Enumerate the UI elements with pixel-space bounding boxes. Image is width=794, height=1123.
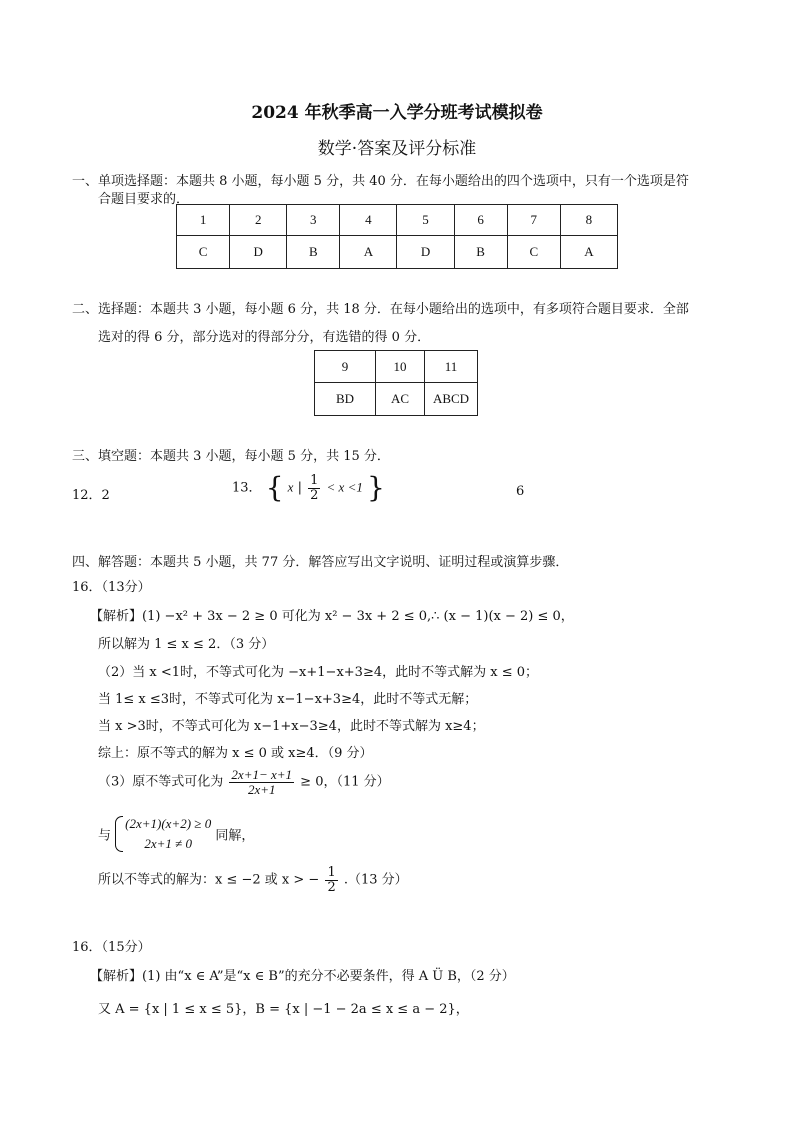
solution-line-9 (98, 866, 408, 894)
document-subtitle: 数学·答案及评分标准 (317, 139, 477, 159)
table-answer-cell: D (230, 236, 287, 269)
table-header-cell: 9 (315, 351, 376, 383)
solution-line-8-prefix: 与 (98, 828, 112, 844)
section2-instructions-line2: 选对的得 6 分，部分选对的得部分分，有选错的得 0 分． (98, 330, 431, 345)
answer-13 (232, 471, 385, 505)
answer-14: 6 (516, 484, 525, 499)
table-answer-cell: B (287, 236, 340, 269)
fraction-denominator: 2 (327, 879, 336, 895)
table-header-row (177, 205, 618, 236)
table-answer-cell: A (340, 236, 397, 269)
right-brace-icon: } (367, 471, 385, 505)
solution-line-9-suffix: .（13 分） (343, 872, 408, 888)
table-answer-cell: BD (315, 383, 376, 416)
solution-line-2: 所以解为 1 ≤ x ≤ 2．（3 分） (98, 637, 275, 652)
table-answer-cell: B (454, 236, 507, 269)
table-header-cell: 3 (287, 205, 340, 236)
solution-line-5: 当 x >3时，不等式可化为 x−1+x−3≥4，此时不等式解为 x≥4； (98, 719, 485, 734)
solution-line-4: 当 1≤ x ≤3时，不等式可化为 x−1−x+3≥4，此时不等式无解； (98, 692, 478, 707)
fraction-numerator: 2x+1− x+1 (231, 767, 293, 782)
solution2-line-1: 【解析】(1) 由“x ∈ A”是“x ∈ B”的充分不必要条件，得 A Ü B，（2 分） (90, 969, 515, 984)
section4-heading: 四、解答题：本题共 5 小题，共 77 分．解答应写出文字说明、证明过程或演算步骤． (72, 555, 569, 570)
system-row-2: 2x+1 ≠ 0 (144, 836, 193, 851)
question-16-heading: 16．（13分） (72, 580, 151, 595)
table-header-cell: 2 (230, 205, 287, 236)
answer-13-fraction (308, 474, 320, 502)
left-brace-icon: { (265, 471, 284, 505)
table-answer-row (177, 236, 618, 269)
section1-answer-table (176, 204, 618, 269)
solution-line-8-suffix: 同解， (215, 828, 255, 844)
section1-instructions-line1: 一、单项选择题：本题共 8 小题，每小题 5 分，共 40 分．在每小题给出的四个选项中，只有一个选项是符 (72, 174, 689, 189)
solution-line-9-prefix: 所以不等式的解为：x ≤ −2 或 x > − (98, 872, 320, 888)
solution-line-1: 【解析】(1) −x² + 3x − 2 ≥ 0 可化为 x² − 3x + 2 ≤ 0,∴ (x − 1)(x − 2) ≤ 0， (90, 609, 574, 624)
table-answer-cell: A (560, 236, 617, 269)
solution-line-7 (98, 768, 390, 796)
answer-13-label: 13． (232, 480, 262, 496)
table-header-cell: 8 (560, 205, 617, 236)
section2-instructions-line1: 二、选择题：本题共 3 小题，每小题 6 分，共 18 分．在每小题给出的选项中，有多项符合题目要求．全部 (72, 302, 689, 317)
fraction-numerator: 1 (310, 473, 319, 488)
system-row-1: (2x+1)(x+2) ≥ 0 (125, 816, 212, 831)
section3-heading: 三、填空题：本题共 3 小题，每小题 5 分，共 15 分． (72, 449, 390, 464)
section2-answer-table (314, 350, 478, 416)
table-answer-cell: C (507, 236, 560, 269)
fraction-denominator: 2x+1 (247, 781, 276, 797)
table-header-cell: 11 (425, 351, 478, 383)
section1-instructions-line2: 合题目要求的． (98, 192, 190, 207)
table-header-cell: 6 (454, 205, 507, 236)
set-bar: | (297, 480, 302, 496)
table-answer-cell: D (397, 236, 454, 269)
table-header-cell: 5 (397, 205, 454, 236)
solution-line-7-prefix: （3）原不等式可化为 (98, 774, 224, 790)
table-header-cell: 1 (177, 205, 230, 236)
table-header-row (315, 351, 478, 383)
solution-line-8 (98, 814, 254, 854)
table-answer-row (315, 383, 478, 416)
solution-line-3: （2）当 x <1时，不等式可化为 −x+1−x+3≥4，此时不等式解为 x ≤ 0； (98, 665, 538, 680)
solution-line-7-suffix: ≥ 0，（11 分） (300, 774, 390, 790)
solution-line-6: 综上：原不等式的解为 x ≤ 0 或 x≥4．（9 分） (98, 746, 373, 761)
table-header-cell: 4 (340, 205, 397, 236)
table-answer-cell: ABCD (425, 383, 478, 416)
inequality-system (115, 814, 211, 854)
system-brace (115, 816, 123, 852)
table-answer-cell: AC (376, 383, 425, 416)
solution-line-9-fraction (325, 866, 337, 894)
answer-13-variable: x (287, 479, 294, 495)
document-title: 2024 年秋季高一入学分班考试模拟卷 (251, 103, 543, 123)
answer-13-inequality: < x <1 (326, 479, 363, 495)
table-answer-cell: C (177, 236, 230, 269)
table-header-cell: 10 (376, 351, 425, 383)
table-header-cell: 7 (507, 205, 560, 236)
solution-line-7-fraction (229, 768, 294, 796)
fraction-numerator: 1 (327, 865, 336, 880)
solution2-line-2: 又 A = {x | 1 ≤ x ≤ 5}，B = {x | −1 − 2a ≤ x ≤ a − 2}， (98, 1002, 469, 1017)
question-17-heading: 16．（15分） (72, 940, 151, 955)
answer-12: 12．2 (72, 488, 110, 503)
fraction-denominator: 2 (310, 487, 319, 503)
